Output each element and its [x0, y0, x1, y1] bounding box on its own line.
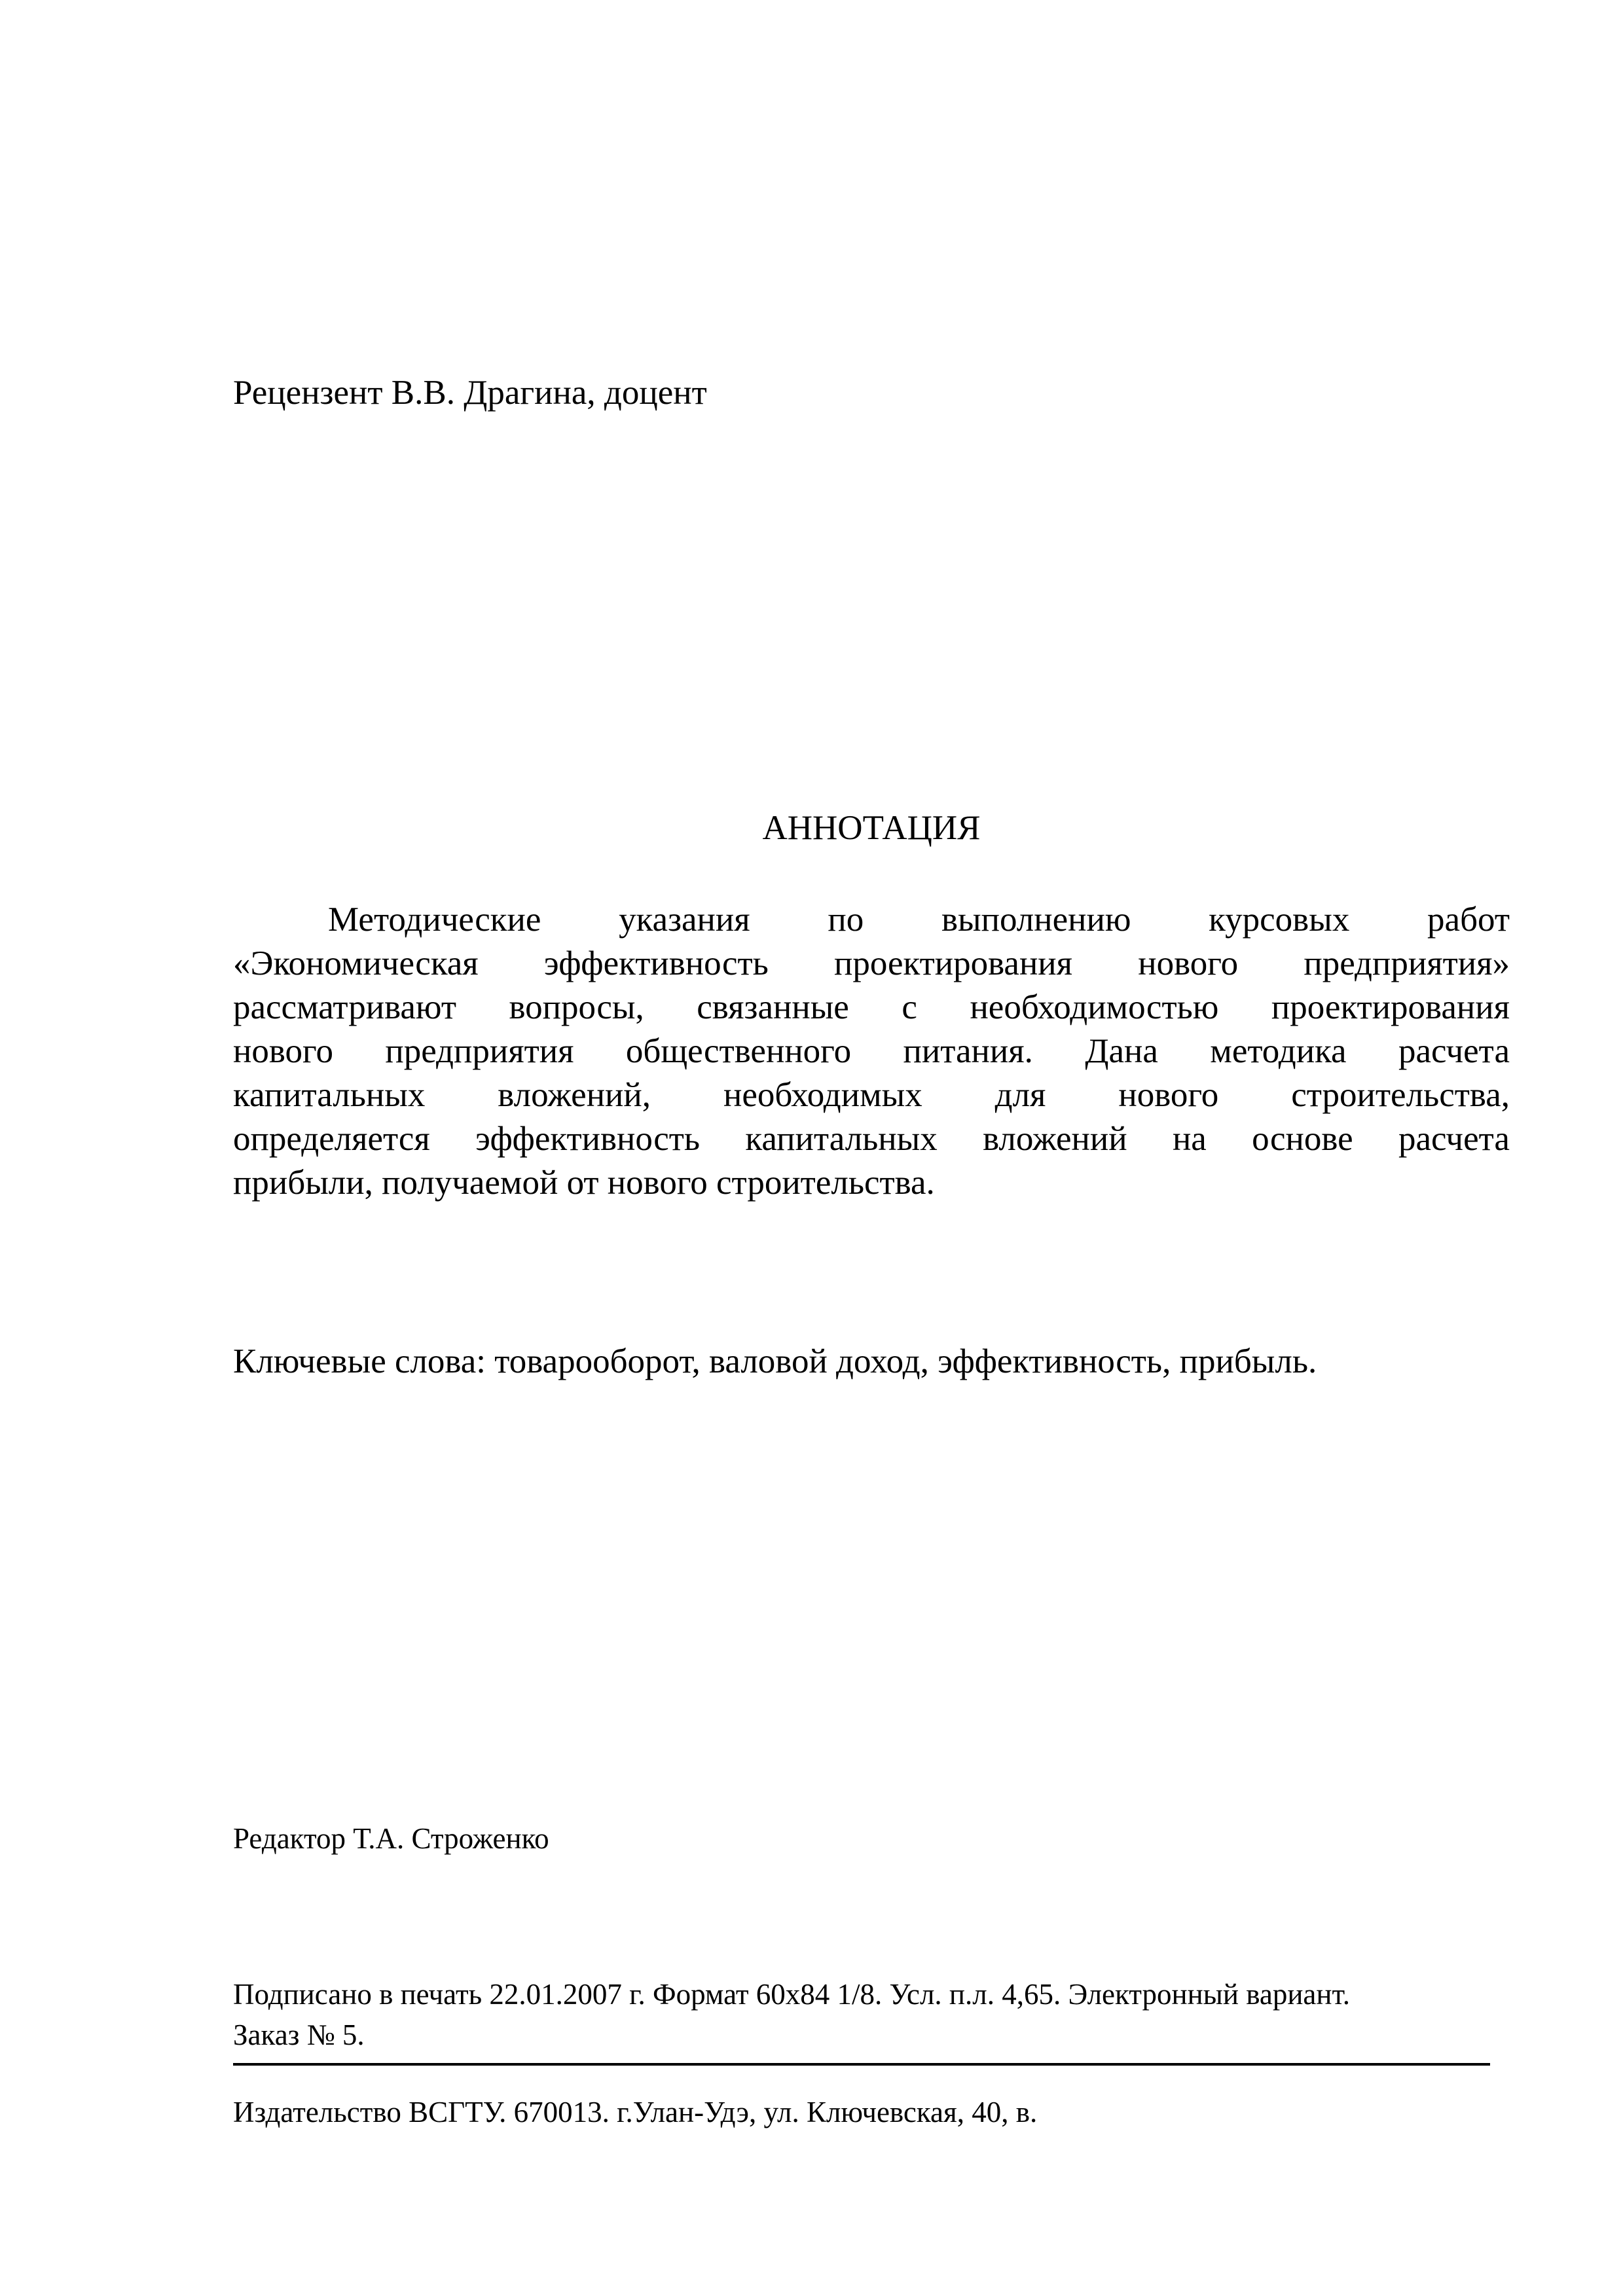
keywords-line: Ключевые слова: товарооборот, валовой доход, эффективность, прибыль.: [233, 1342, 1317, 1380]
word: связанные: [697, 988, 849, 1026]
word: расчета: [1398, 1120, 1510, 1158]
annotation-line: [233, 1073, 1510, 1117]
horizontal-rule: [233, 2063, 1490, 2066]
reviewer-line: Рецензент В.В. Драгина, доцент: [233, 374, 707, 412]
word: капитальных: [233, 1076, 426, 1114]
word: курсовых: [1209, 901, 1350, 939]
annotation-line: [233, 1161, 1510, 1205]
annotation-paragraph: [233, 898, 1510, 1205]
word: необходимых: [723, 1076, 922, 1114]
imprint-block: [233, 1974, 1350, 2055]
word: проектирования: [1271, 988, 1510, 1026]
word: Дана: [1085, 1032, 1158, 1070]
word: вложений,: [498, 1076, 651, 1114]
annotation-line: [233, 1117, 1510, 1161]
word: необходимостью: [970, 988, 1219, 1026]
word: общественного: [625, 1032, 852, 1070]
word: работ: [1427, 901, 1510, 939]
annotation-line: [233, 986, 1510, 1030]
word: для: [994, 1076, 1046, 1114]
word: расчета: [1398, 1032, 1510, 1070]
word: нового: [233, 1032, 333, 1070]
word: предприятия»: [1304, 944, 1510, 982]
annotation-line: [233, 942, 1510, 986]
annotation-line: [233, 898, 1510, 942]
word: определяется: [233, 1120, 430, 1158]
word: предприятия: [385, 1032, 574, 1070]
editor-line: Редактор Т.А. Строженко: [233, 1822, 549, 1855]
word: строительства,: [1291, 1076, 1510, 1114]
word: эффективность: [475, 1120, 701, 1158]
word: капитальных: [745, 1120, 938, 1158]
word: основе: [1252, 1120, 1353, 1158]
word: прибыли, получаемой от нового строительства.: [233, 1164, 935, 1202]
word: выполнению: [941, 901, 1131, 939]
word: по: [828, 901, 864, 939]
word: методика: [1210, 1032, 1347, 1070]
word: эффективность: [543, 944, 769, 982]
word: Методические: [328, 901, 541, 939]
publisher-line: Издательство ВСГТУ. 670013. г.Улан-Удэ, ул. Ключевская, 40, в.: [233, 2096, 1038, 2128]
word: вложений: [983, 1120, 1127, 1158]
word: рассматривают: [233, 988, 456, 1026]
word: «Экономическая: [233, 944, 479, 982]
imprint-line-1: Подписано в печать 22.01.2007 г. Формат 60х84 1/8. Усл. п.л. 4,65. Электронный вариант.: [233, 1978, 1351, 2011]
annotation-line: [233, 1030, 1510, 1073]
word: нового: [1118, 1076, 1219, 1114]
word: на: [1172, 1120, 1207, 1158]
word: указания: [619, 901, 750, 939]
annotation-heading: АННОТАЦИЯ: [762, 809, 981, 847]
word: проектирования: [833, 944, 1073, 982]
word: вопросы,: [509, 988, 644, 1026]
word: с: [902, 988, 917, 1026]
imprint-line-2: Заказ № 5.: [233, 2018, 365, 2051]
word: питания.: [903, 1032, 1033, 1070]
word: нового: [1138, 944, 1239, 982]
